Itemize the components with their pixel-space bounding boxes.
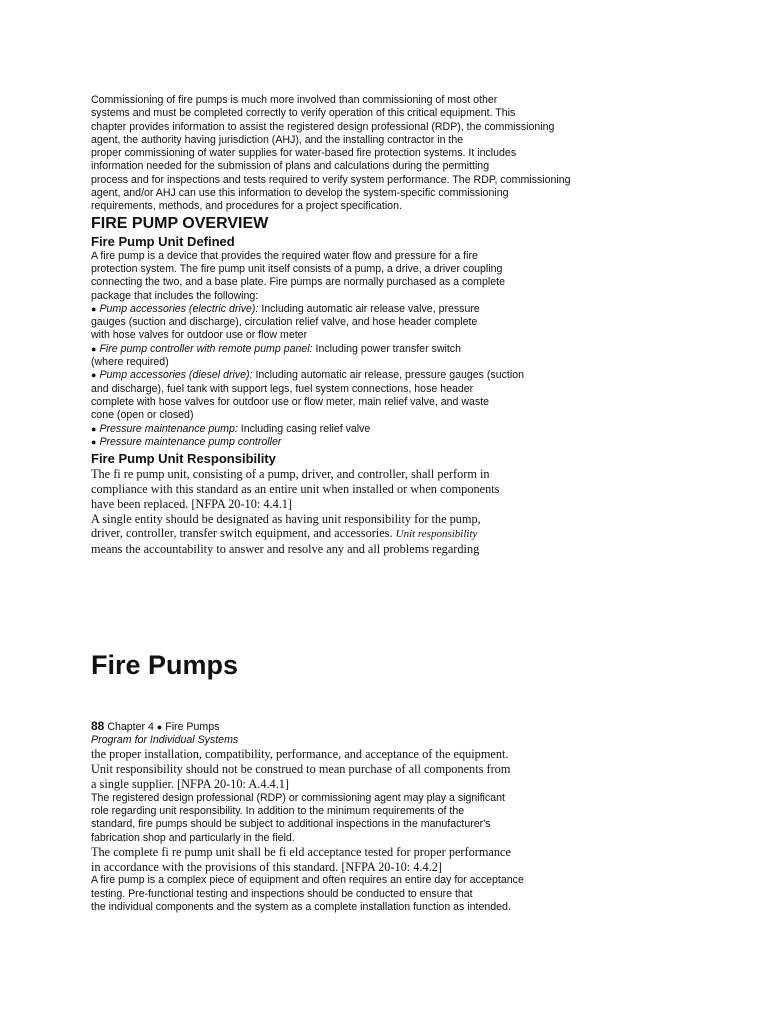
text-line: compliance with this standard as an entire unit when installed or when components [91, 481, 500, 496]
text-line: A single entity should be designated as having unit responsibility for the pump, [91, 511, 481, 526]
unit-defined-paragraph [91, 250, 721, 449]
list-item [91, 423, 721, 436]
bullet-icon: ● [91, 303, 97, 314]
list-item-text: Including casing relief valve [237, 422, 371, 435]
text-line: Unit responsibility should not be construed to mean purchase of all components from [91, 762, 511, 777]
text-line: connecting the two, and a base plate. Fire pumps are normally purchased as a complete [91, 276, 505, 289]
running-head [91, 720, 721, 734]
text-line: process and for inspections and tests required to verify system performance. The RDP, commissioning [91, 173, 571, 186]
list-item [91, 369, 721, 382]
list-item-term: Fire pump controller with remote pump panel: [99, 342, 313, 355]
text-line: requirements, methods, and procedures for a project specification. [91, 200, 402, 213]
defined-term: Unit responsibility [395, 528, 478, 541]
list-item-term: Pressure maintenance pump: [99, 422, 238, 435]
chapter-title: Fire Pumps [91, 650, 239, 680]
text-line: proper commissioning of water supplies for water-based fire protection systems. It includes [91, 147, 517, 160]
text-line [91, 526, 721, 542]
text-line: A fire pump is a device that provides the required water flow and pressure for a fire [91, 249, 478, 262]
lower-paragraph-b [91, 792, 721, 845]
text-line: standard, fire pumps should be subject to additional inspections in the manufacturer's [91, 818, 491, 831]
section-heading: FIRE PUMP OVERVIEW [91, 214, 269, 232]
responsibility-paragraph [91, 467, 721, 557]
running-head-title: Fire Pumps [165, 721, 220, 733]
text-line: The fi re pump unit, consisting of a pump, driver, and controller, shall perform in [91, 467, 490, 482]
text-line: the individual components and the system as a complete installation function as intended. [91, 901, 511, 914]
text-line: The registered design professional (RDP) or commissioning agent may play a significant [91, 791, 505, 804]
list-item-text: Including automatic air release valve, pressure [258, 302, 480, 315]
text-line: means the accountability to answer and resolve any and all problems regarding [91, 542, 480, 557]
text-line: systems and must be completed correctly to verify operation of this critical equipment. This [91, 107, 516, 120]
text-line: Commissioning of fire pumps is much more involved than commissioning of most other [91, 94, 498, 106]
bullet-icon: ● [91, 343, 97, 354]
text-line: the proper installation, compatibility, performance, and acceptance of the equipment. [91, 747, 509, 762]
list-item-term: Pressure maintenance pump controller [99, 435, 282, 448]
document-body [91, 94, 721, 557]
page-continuation [91, 720, 721, 914]
text-line: and discharge), fuel tank with support legs, fuel system connections, hose header [91, 382, 474, 395]
intro-paragraph [91, 94, 721, 214]
text-line: testing. Pre-functional testing and inspections should be conducted to ensure that [91, 887, 473, 900]
text-line: complete with hose valves for outdoor use or flow meter, main relief valve, and waste [91, 395, 490, 408]
lower-paragraph-c [91, 845, 721, 875]
text-line: gauges (suction and discharge), circulation relief valve, and hose header complete [91, 316, 478, 329]
text-line: with hose valves for outdoor use or flow meter [91, 329, 308, 342]
text-line: chapter provides information to assist the registered design professional (RDP), the commissioning [91, 120, 555, 133]
running-subhead: Program for Individual Systems [91, 734, 239, 747]
lower-paragraph-d [91, 874, 721, 914]
running-head-line [91, 720, 721, 734]
text-line: cone (open or closed) [91, 409, 194, 422]
text-line: fabrication shop and particularly in the field. [91, 831, 295, 844]
list-item-term: Pump accessories (diesel drive): [99, 369, 253, 382]
bullet-icon: ● [91, 436, 97, 447]
text-line: agent, the authority having jurisdiction (AHJ), and the installing contractor in the [91, 133, 464, 146]
text-line: role regarding unit responsibility. In addition to the minimum requirements of the [91, 804, 465, 817]
list-item [91, 343, 721, 356]
text-line: package that includes the following: [91, 289, 259, 302]
text-line: protection system. The fire pump unit itself consists of a pump, a drive, a driver coupling [91, 262, 503, 275]
text-line: The complete fi re pump unit shall be fi eld acceptance tested for proper performance [91, 844, 511, 859]
list-item-term: Pump accessories (electric drive): [99, 302, 259, 315]
bullet-icon: ● [91, 423, 97, 434]
bullet-icon: ● [156, 722, 163, 732]
bullet-icon: ● [91, 370, 97, 381]
text-line: a single supplier. [NFPA 20-10: A.4.4.1] [91, 776, 290, 791]
text-line: information needed for the submission of plans and calculations during the permitting [91, 160, 490, 173]
lower-paragraph-a [91, 747, 721, 791]
text-segment: driver, controller, transfer switch equipment, and accessories. [91, 526, 393, 541]
subsection-heading: Fire Pump Unit Responsibility [91, 451, 276, 467]
text-line: (where required) [91, 356, 169, 369]
text-line: A fire pump is a complex piece of equipment and often requires an entire day for acceptance [91, 874, 524, 887]
running-head-chapter: Chapter 4 [107, 721, 154, 733]
text-line: have been replaced. [NFPA 20-10: 4.4.1] [91, 496, 293, 511]
list-item [91, 436, 721, 449]
list-item [91, 303, 721, 316]
text-line: agent, and/or AHJ can use this information to develop the system-specific commissioning [91, 187, 509, 200]
list-item-text: Including power transfer switch [312, 342, 461, 355]
page-number: 88 [91, 719, 105, 733]
list-item-text: Including automatic air release, pressure gauges (suction [252, 369, 524, 382]
text-line: in accordance with the provisions of this standard. [NFPA 20-10: 4.4.2] [91, 859, 442, 874]
subsection-heading: Fire Pump Unit Defined [91, 233, 235, 249]
